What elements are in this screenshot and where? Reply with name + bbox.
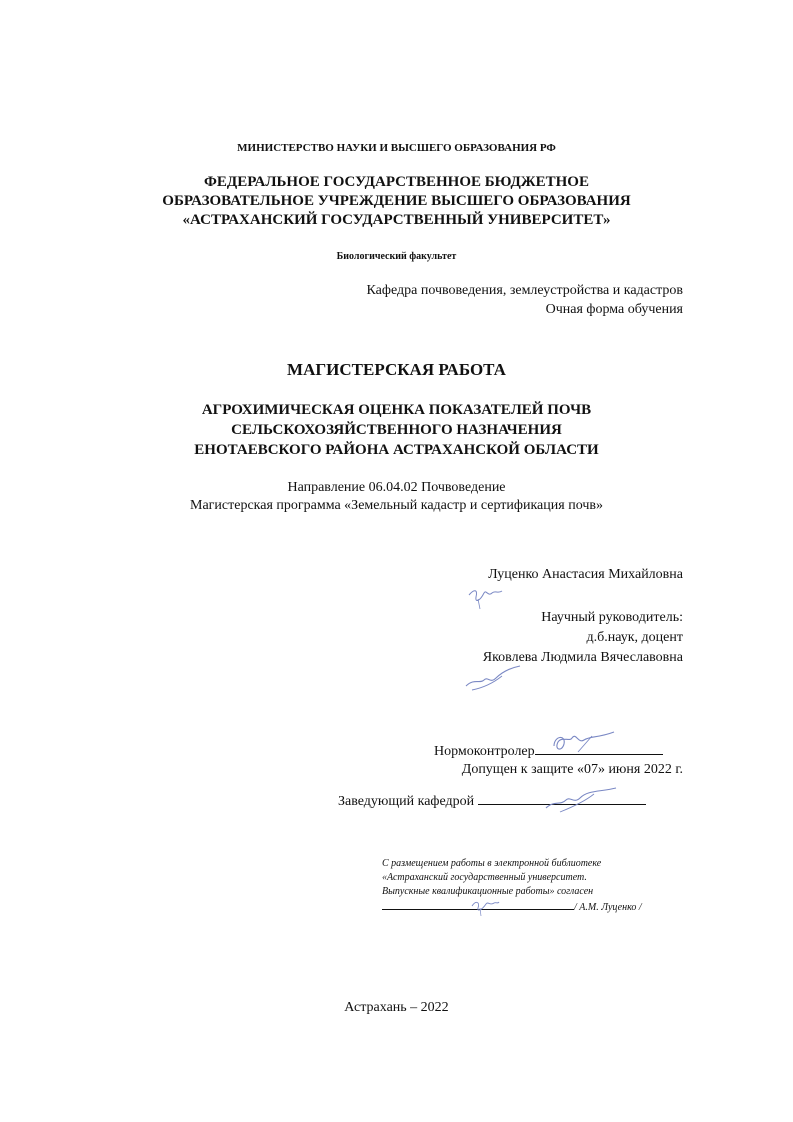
master-program: Магистерская программа «Земельный кадастр и сертификация почв» [190, 498, 603, 513]
advisor-degree: д.б.наук, доцент [586, 630, 683, 645]
normcontroller-label: Нормоконтролер [434, 744, 535, 759]
thesis-title-line: АГРОХИМИЧЕСКАЯ ОЦЕНКА ПОКАЗАТЕЛЕЙ ПОЧВ [201, 402, 592, 418]
library-consent-line: «Астраханский государственный университет. [382, 872, 587, 883]
library-consent-signature-row [382, 899, 642, 915]
advisor-label: Научный руководитель: [541, 610, 683, 625]
advisor-signature-icon [462, 664, 524, 694]
work-type-heading: МАГИСТЕРСКАЯ РАБОТА [287, 360, 506, 379]
city-and-year: Астрахань – 2022 [344, 1000, 449, 1015]
department-name: Кафедра почвоведения, землеустройства и кадастров [366, 283, 683, 298]
library-consent-line: Выпускные квалификационные работы» согласен [382, 886, 594, 897]
author-signature-icon [466, 585, 506, 611]
ministry-heading: МИНИСТЕРСТВО НАУКИ И ВЫСШЕГО ОБРАЗОВАНИЯ РФ [237, 142, 556, 154]
normcontroller-signature-icon [548, 728, 620, 758]
institution-name [0, 173, 793, 230]
admission-to-defense: Допущен к защите «07» июня 2022 г. [461, 762, 683, 777]
institution-line: ФЕДЕРАЛЬНОЕ ГОСУДАРСТВЕННОЕ БЮДЖЕТНОЕ [204, 174, 589, 190]
study-direction: Направление 06.04.02 Почвоведение [287, 480, 506, 495]
thesis-title-line: СЕЛЬСКОХОЗЯЙСТВЕННОГО НАЗНАЧЕНИЯ [231, 422, 562, 438]
head-of-department-label: Заведующий кафедрой [338, 794, 475, 809]
study-form: Очная форма обучения [545, 302, 683, 317]
library-consent-line: С размещением работы в электронной библиотеке [382, 858, 602, 869]
institution-line: ОБРАЗОВАТЕЛЬНОЕ УЧРЕЖДЕНИЕ ВЫСШЕГО ОБРАЗОВАНИЯ [162, 193, 631, 209]
thesis-title-line: ЕНОТАЕВСКОГО РАЙОНА АСТРАХАНСКОЙ ОБЛАСТИ [194, 442, 599, 458]
author-name: Луценко Анастасия Михайловна [488, 567, 683, 582]
library-consent-signer: / А.М. Луценко / [574, 902, 642, 913]
head-signature-icon [540, 786, 620, 814]
library-consent-signature-icon [470, 896, 500, 918]
institution-line: «АСТРАХАНСКИЙ ГОСУДАРСТВЕННЫЙ УНИВЕРСИТЕТ» [182, 212, 611, 228]
library-consent [382, 857, 642, 915]
faculty-name: Биологический факультет [336, 251, 457, 262]
advisor-name: Яковлева Людмила Вячеславовна [482, 650, 683, 665]
thesis-title [0, 400, 793, 460]
